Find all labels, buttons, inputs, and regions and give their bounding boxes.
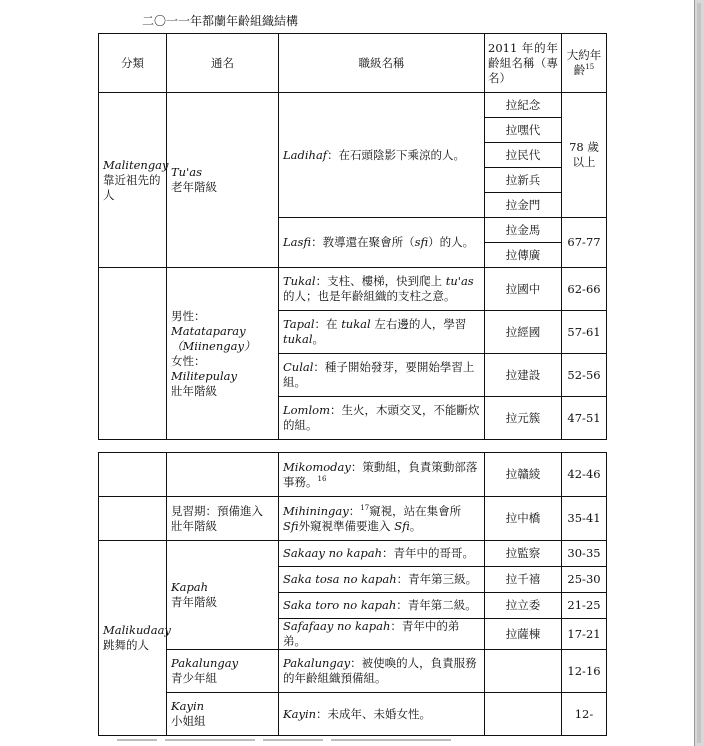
- table-caption: 二〇一一年都蘭年齡組織結構: [142, 14, 299, 28]
- age-cell: 62-66: [562, 268, 607, 311]
- footnote-15: 15: [585, 63, 595, 72]
- empty-category-cell: [99, 497, 167, 541]
- group-cell: 拉建設: [485, 354, 562, 397]
- group-cell: 拉立委: [485, 593, 562, 619]
- age-cell: 25-30: [562, 567, 607, 593]
- empty-group-cell: [485, 693, 562, 736]
- culal-desc1: ：種子開始發芽，要開始學習上組。: [283, 360, 475, 389]
- mihiningay-sfi: Sfi: [283, 518, 299, 533]
- kapah-name: Kapah: [171, 580, 209, 594]
- group-cell: 拉金門: [485, 193, 562, 218]
- age-lasfi: 67-77: [562, 218, 607, 268]
- empty-category-cell: [99, 453, 167, 497]
- kayin-desc2: ：未成年、未婚女性。: [316, 706, 432, 721]
- rank-kayin: [279, 693, 485, 736]
- rank-culal: [279, 354, 485, 397]
- mikomoday-term: Mikomoday: [283, 459, 351, 474]
- rank-mikomoday: [279, 453, 485, 497]
- tuas-name: Tu'as: [171, 165, 202, 179]
- pakalungay-desc: 青少年組: [171, 671, 217, 685]
- kapah-term: Saka tosa no kapah: [283, 572, 397, 586]
- table-row: [99, 541, 607, 567]
- lasfi-desc2: ）的人。: [428, 235, 475, 249]
- empty-common-name-cell: [167, 453, 279, 497]
- lasfi-sfi: sfi: [414, 235, 429, 249]
- age-ladihaf: 78 歲以上: [562, 93, 607, 218]
- kapah-desc: ：青年中的哥哥。: [382, 546, 475, 560]
- rank-pakalungay: [279, 650, 485, 693]
- group-cell: 拉國中: [485, 268, 562, 311]
- header-row: [99, 34, 607, 93]
- category-malikudaay: [99, 541, 171, 736]
- tapal-term2: tukal: [341, 317, 371, 331]
- header-rank-name: 職級名稱: [279, 34, 485, 93]
- kapah-desc: 青年階級: [171, 595, 217, 609]
- adult-male-alt: （Miinengay）: [171, 338, 256, 353]
- age-structure-table-upper: [98, 33, 607, 440]
- footnote-16: 16: [317, 474, 327, 483]
- table-row: [99, 693, 607, 736]
- lomlom-desc1: ：生火，木頭交叉，不能斷炊的組。: [283, 403, 480, 432]
- header-approx-age: [562, 34, 607, 93]
- category-malitengay: [99, 93, 167, 268]
- empty-category-cell: [99, 268, 167, 440]
- mihiningay-term: Mihiningay: [283, 503, 349, 518]
- rank-kapah: [279, 619, 485, 650]
- group-cell: 拉嘿代: [485, 118, 562, 143]
- mihiningay-sfi2: Sfi: [394, 518, 410, 533]
- common-name-kapah: [167, 541, 279, 650]
- category-name: Malikudaay: [103, 623, 171, 637]
- text-fragment: [263, 739, 323, 741]
- category-desc: 跳舞的人: [103, 638, 149, 652]
- culal-term: Culal: [283, 360, 314, 374]
- header-approx-age-text: 大約年齡: [566, 48, 602, 77]
- age-cell: 35-41: [562, 497, 607, 541]
- text-fragment: [117, 739, 157, 741]
- adult-female-name: Militepulay: [171, 368, 238, 383]
- table-row: [99, 497, 607, 541]
- group-cell: 拉金馬: [485, 218, 562, 243]
- group-cell: 拉民代: [485, 143, 562, 168]
- header-common-name: 通名: [167, 34, 279, 93]
- common-name-tuas: [167, 93, 279, 268]
- kayin-desc: 小姐組: [171, 714, 206, 728]
- empty-group-cell: [485, 650, 562, 693]
- tukal-term: Tukal: [283, 274, 316, 288]
- kapah-desc: ：青年第三級。: [396, 572, 478, 586]
- category-name: Malitengay: [103, 157, 169, 172]
- adult-female-label: 女性：: [171, 353, 206, 368]
- group-cell: 拉中橋: [485, 497, 562, 541]
- rank-tapal: [279, 311, 485, 354]
- table-row: [99, 268, 607, 311]
- rank-kapah: [279, 593, 485, 619]
- ladihaf-desc: ：在石頭陰影下乘涼的人。: [327, 147, 466, 162]
- tukal-term2: tu'as: [445, 274, 474, 288]
- kapah-term: Sakaay no kapah: [283, 546, 383, 560]
- kapah-desc: ：青年第二級。: [396, 598, 477, 612]
- adult-male-label: 男性：: [171, 308, 206, 323]
- cut-off-text-line: [117, 736, 497, 742]
- mihiningay-desc2: 外窺視準備要進入: [298, 518, 395, 533]
- tapal-term3: tukal: [283, 332, 313, 346]
- age-cell: 52-56: [562, 354, 607, 397]
- group-cell: 拉千禧: [485, 567, 562, 593]
- tapal-term: Tapal: [283, 317, 315, 331]
- tapal-desc1: ：在: [314, 317, 342, 331]
- tapal-desc3: 。: [312, 332, 325, 346]
- pakalungay-desc2: ：被使喚的人，負責服務的年齡組織預備組。: [283, 656, 477, 685]
- tukal-desc2: 的人；也是年齡組織的支柱之意。: [283, 289, 456, 303]
- mihiningay-desc1: 窺視，站在集會所: [369, 503, 462, 518]
- rank-mihiningay: Mihiningay：$^{17}$窺視，站在集會所 Sfi外窺視準備要進入 Sfi。: [279, 497, 485, 541]
- header-category: 分類: [99, 34, 167, 93]
- common-name-pakalungay: [167, 650, 279, 693]
- group-cell: 拉元簇: [485, 397, 562, 440]
- trainee-label: 見習期：預備進入壯年階級: [167, 497, 279, 541]
- age-structure-table-lower: [98, 452, 607, 736]
- lomlom-term: Lomlom: [283, 403, 330, 417]
- kapah-term: Saka toro no kapah: [283, 598, 397, 612]
- rank-kapah: [279, 541, 485, 567]
- table-row: [99, 453, 607, 497]
- kayin-term: Kayin: [283, 706, 317, 721]
- footnote-17: 17: [360, 503, 370, 512]
- lasfi-term: Lasfi: [283, 235, 312, 249]
- tapal-desc2: 左右邊的人，學習: [370, 317, 467, 331]
- ladihaf-term: Ladihaf: [283, 147, 328, 162]
- category-desc: 靠近祖先的人: [103, 172, 161, 202]
- tuas-desc: 老年階級: [171, 180, 217, 194]
- text-fragment: [165, 739, 255, 741]
- age-cell: 12-16: [562, 650, 607, 693]
- age-cell: 57-61: [562, 311, 607, 354]
- lasfi-desc1: ：教導還在聚會所（: [311, 235, 415, 249]
- group-cell: 拉傳廣: [485, 243, 562, 268]
- age-cell: 47-51: [562, 397, 607, 440]
- rank-lomlom: [279, 397, 485, 440]
- pakalungay-name: Pakalungay: [171, 656, 239, 670]
- pakalungay-term: Pakalungay: [283, 656, 351, 670]
- table-row: [99, 650, 607, 693]
- age-cell: 21-25: [562, 593, 607, 619]
- group-cell: 拉經國: [485, 311, 562, 354]
- rank-kapah: [279, 567, 485, 593]
- page-edge-shadow: [694, 0, 704, 746]
- tukal-desc1: ：支柱、樓梯，快到爬上: [315, 274, 446, 288]
- mihiningay-desc3: 。: [409, 518, 422, 533]
- age-cell: 17-21: [562, 619, 607, 650]
- adult-desc: 壯年階級: [171, 383, 217, 398]
- text-fragment: [331, 739, 451, 741]
- group-cell: 拉贛綾: [485, 453, 562, 497]
- kapah-desc: ：青年中的弟弟。: [283, 619, 460, 648]
- kapah-term: Safafaay no kapah: [283, 619, 391, 633]
- table-row: [99, 93, 607, 118]
- group-cell: 拉監察: [485, 541, 562, 567]
- group-cell: 拉新兵: [485, 168, 562, 193]
- kayin-name: Kayin: [171, 699, 205, 713]
- adult-male-name: Matataparay: [171, 323, 246, 338]
- age-cell: 30-35: [562, 541, 607, 567]
- group-cell: 拉薩棟: [485, 619, 562, 650]
- rank-ladihaf: [279, 93, 485, 218]
- rank-tukal: [279, 268, 485, 311]
- mikomoday-desc: ：策動組，負責策動部落事務。: [283, 459, 478, 489]
- common-name-kayin: [167, 693, 279, 736]
- rank-lasfi: [279, 218, 485, 268]
- header-group-2011: 2011 年的年齡組名稱（專名）: [485, 34, 562, 93]
- age-cell: 42-46: [562, 453, 607, 497]
- group-cell: 拉紀念: [485, 93, 562, 118]
- age-cell: 12-: [562, 693, 607, 736]
- common-name-adult: [167, 268, 279, 440]
